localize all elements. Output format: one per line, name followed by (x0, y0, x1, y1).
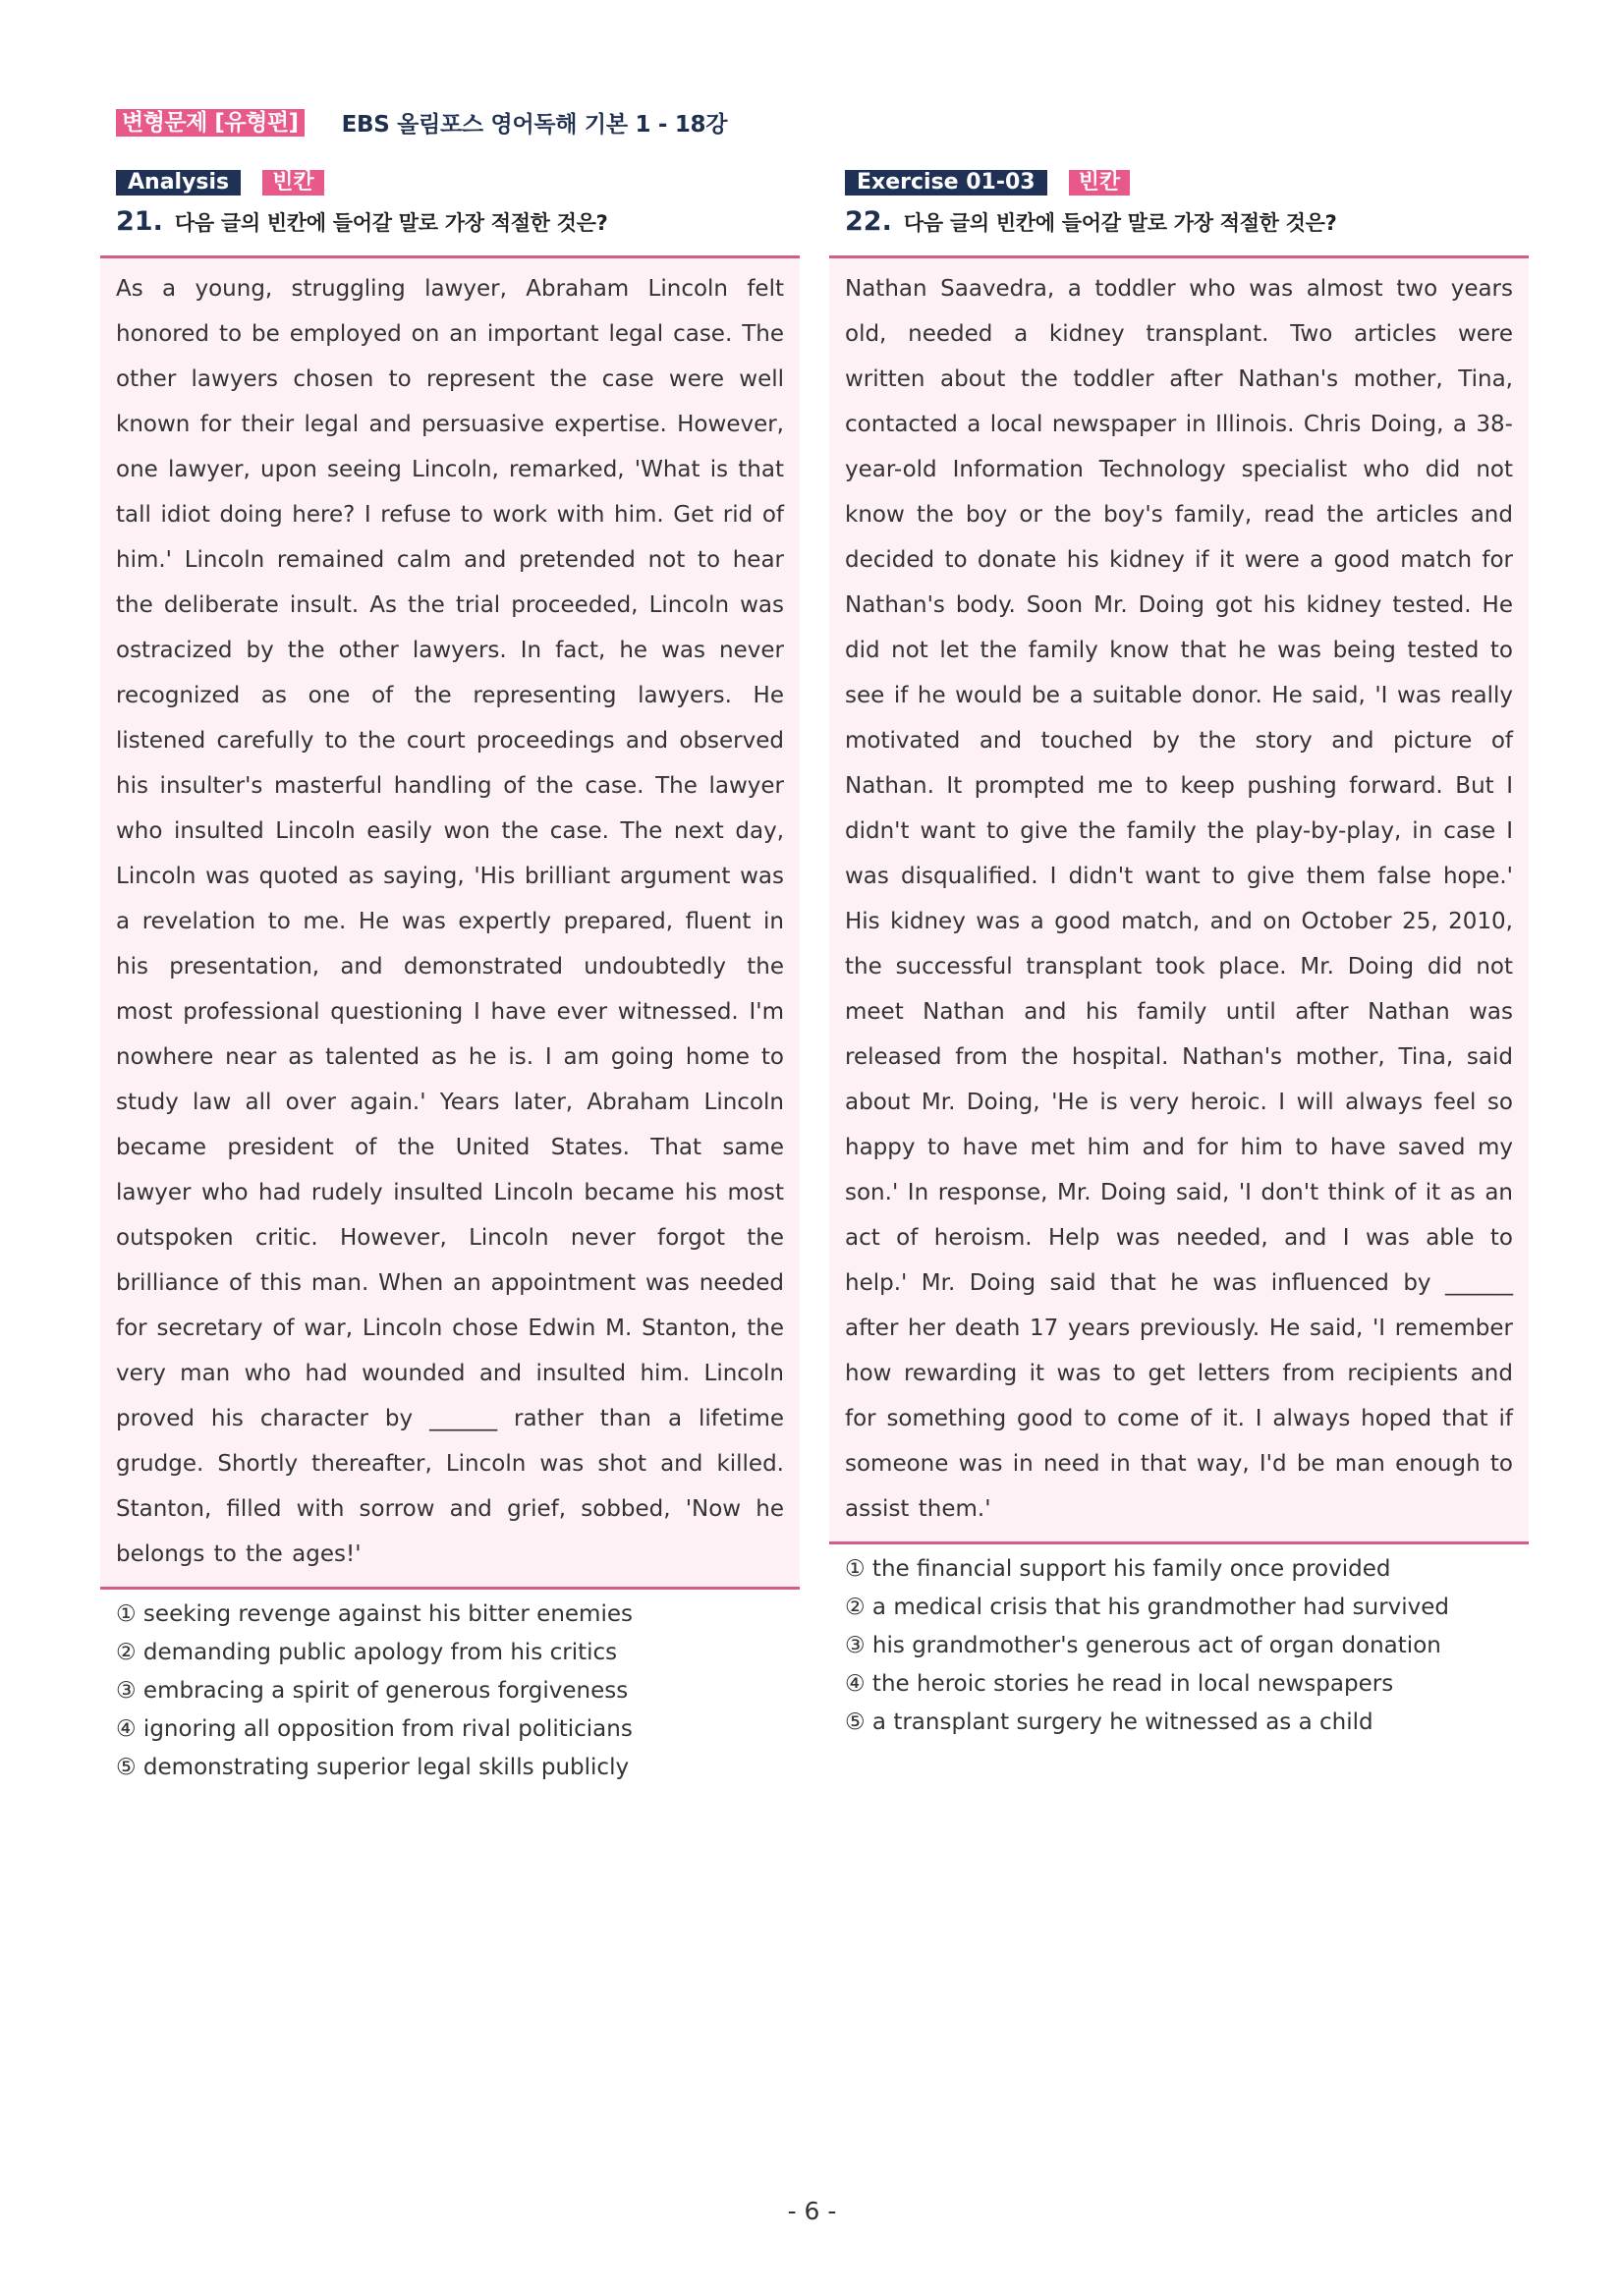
choice-3: ③ his grandmother's generous act of organ donation (845, 1633, 1441, 1658)
page-header (116, 106, 727, 139)
question-number: 21. (116, 206, 163, 237)
answer-choices (829, 1544, 1529, 1742)
choice-4: ④ ignoring all opposition from rival politicians (116, 1716, 633, 1742)
question-21 (100, 169, 800, 1787)
choice-1: ① the financial support his family once provided (845, 1556, 1391, 1582)
question-text: 다음 글의 빈칸에 들어갈 말로 가장 적절한 것은? (903, 211, 1337, 235)
question-line (845, 206, 1529, 240)
blank-type-tag: 빈칸 (1069, 170, 1131, 196)
question-tags (845, 169, 1529, 196)
choice-2: ② demanding public apology from his critics (116, 1640, 618, 1665)
exercise-tag: Exercise 01-03 (845, 170, 1047, 196)
choice-3: ③ embracing a spirit of generous forgiveness (116, 1678, 629, 1704)
page-number: - 6 - (787, 2197, 837, 2225)
choice-1: ① seeking revenge against his bitter enemies (116, 1601, 633, 1627)
blank-type-tag: 빈칸 (262, 170, 324, 196)
question-number: 22. (845, 206, 892, 237)
analysis-tag: Analysis (116, 170, 241, 196)
passage-box (100, 255, 800, 1590)
choice-4: ④ the heroic stories he read in local newspapers (845, 1671, 1394, 1697)
choice-2: ② a medical crisis that his grandmother had survived (845, 1595, 1450, 1620)
choice-5: ⑤ a transplant surgery he witnessed as a child (845, 1709, 1373, 1735)
passage-text: Nathan Saavedra, a toddler who was almost two years old, needed a kidney transplant. Two articles were written about the toddler after Nathan's mother, Tina, contacted a local newspaper in Illinois. Chris Doing, a 38-year-old Information Technology specialist who did not know the boy or the boy's family, read the articles and decided to donate his kidney if it were a good match for Nathan's body. Soon Mr. Doing got his kidney tested. He did not let the family know that he was being tested to see if he would be a suitable donor. He said, 'I was really motivated and touched by the story and picture of Nathan. It prompted me to keep pushing forward. But I didn't want to give the family the play-by-play, in case I was disqualified. I didn't want to give them false hope.' His kidney was a good match, and on October 25, 2010, the successful transplant took place. Mr. Doing did not meet Nathan and his family until after Nathan was released from the hospital. Nathan's mother, Tina, said about Mr. Doing, 'He is very heroic. I will always feel so happy to have met him and for him to have saved my son.' In response, Mr. Doing said, 'I don't think of it as an act of heroism. Help was needed, and I was able to help.' Mr. Doing said that he was influenced by ______ after her death 17 years previously. He said, 'I remember how rewarding it was to get letters from recipients and for something good to come of it. I always hoped that if someone was in need in that way, I'd be man enough to assist them.' (845, 276, 1513, 1522)
question-tags (116, 169, 800, 196)
passage-text: As a young, struggling lawyer, Abraham Lincoln felt honored to be employed on an important legal case. The other lawyers chosen to represent the case were well known for their legal and persuasive expertise. However, one lawyer, upon seeing Lincoln, remarked, 'What is that tall idiot doing here? I refuse to work with him. Get rid of him.' Lincoln remained calm and pretended not to hear the deliberate insult. As the trial proceeded, Lincoln was ostracized by the other lawyers. In fact, he was never recognized as one of the representing lawyers. He listened carefully to the court proceedings and observed his insulter's masterful handling of the case. The lawyer who insulted Lincoln easily won the case. The next day, Lincoln was quoted as saying, 'His brilliant argument was a revelation to me. He was expertly prepared, fluent in his presentation, and demonstrated undoubtedly the most professional questioning I have ever witnessed. I'm nowhere near as talented as he is. I am going home to study law all over again.' Years later, Abraham Lincoln became president of the United States. That same lawyer who had rudely insulted Lincoln became his most outspoken critic. However, Lincoln never forgot the brilliance of this man. When an appointment was needed for secretary of war, Lincoln chose Edwin M. Stanton, the very man who had wounded and insulted him. Lincoln proved his character by ______ rather than a lifetime grudge. Shortly thereafter, Lincoln was shot and killed. Stanton, filled with sorrow and grief, sobbed, 'Now he belongs to the ages!' (116, 276, 784, 1567)
answer-choices (100, 1590, 800, 1787)
question-line (116, 206, 800, 240)
question-22 (829, 169, 1529, 1742)
section-tag: 변형문제 [유형편] (116, 109, 305, 137)
choice-5: ⑤ demonstrating superior legal skills publicly (116, 1755, 630, 1780)
question-text: 다음 글의 빈칸에 들어갈 말로 가장 적절한 것은? (174, 211, 608, 235)
passage-box (829, 255, 1529, 1544)
book-title: EBS 올림포스 영어독해 기본 1 - 18강 (341, 112, 728, 138)
